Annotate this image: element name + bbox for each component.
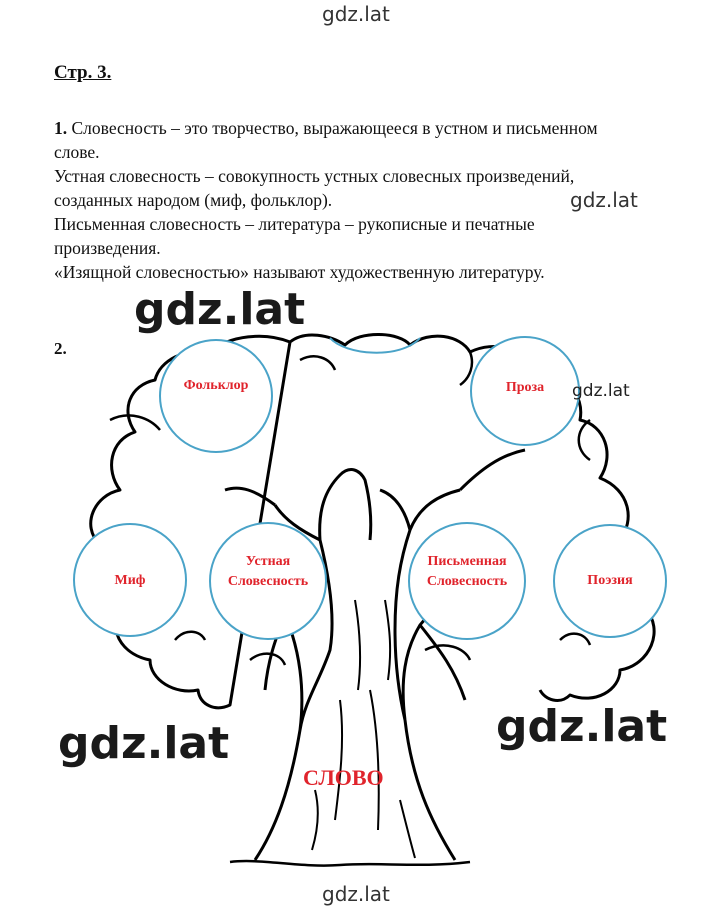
text-line-6: произведения.: [54, 238, 161, 258]
watermark-large-1: gdz.lat: [134, 284, 306, 335]
page-title: Стр. 3.: [54, 62, 112, 83]
text-line-3: Устная словесность – совокупность устных словесных произведений,: [54, 166, 575, 186]
text-line-1: 1. Словесность – это творчество, выражающееся в устном и письменном: [54, 118, 598, 138]
circle-folklore: [160, 340, 272, 452]
label-folklore: Фольклор: [183, 378, 249, 393]
tree-ground: [230, 861, 470, 866]
watermark-large-2: gdz.lat: [58, 718, 230, 769]
watermark-large-3: gdz.lat: [496, 701, 668, 752]
text-line-4: созданных народом (миф, фольклор).: [54, 190, 333, 210]
label-poetry: Поэзия: [587, 573, 633, 588]
label-oral-line1: Устная: [245, 554, 291, 569]
watermark-mid: gdz.lat: [570, 188, 638, 212]
label-myth: Миф: [114, 573, 146, 588]
watermark-bottom: gdz.lat: [322, 882, 390, 906]
text-line-7: «Изящной словесностью» называют художественную литературу.: [54, 262, 545, 282]
trunk-bark-lines: [312, 600, 415, 858]
label-written-line1: Письменная: [427, 554, 507, 569]
label-prose: Проза: [505, 380, 545, 395]
label-oral-line2: Словесность: [227, 574, 309, 589]
tree-root-word: СЛОВО: [303, 765, 384, 790]
watermark-small-2: gdz.lat: [572, 381, 630, 401]
label-written: [427, 552, 507, 592]
watermark-top: gdz.lat: [322, 2, 390, 26]
label-written-line2: Словесность: [426, 574, 508, 589]
section-1-number: 1.: [54, 118, 68, 138]
label-oral: [228, 552, 308, 592]
text-line-5: Письменная словесность – литература – рукописные и печатные: [54, 214, 535, 234]
text-line-2: слове.: [54, 142, 100, 162]
section-2-number: 2.: [54, 339, 67, 358]
